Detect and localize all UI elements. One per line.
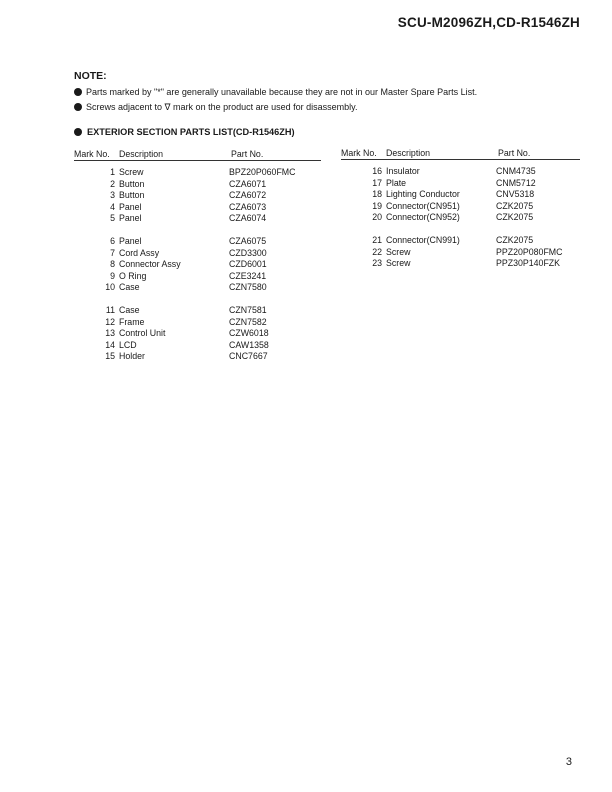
mark-no-cell: 13 [105, 328, 115, 339]
note-text: Parts marked by "*" are generally unavailable because they are not in our Master Spare Parts List. [86, 87, 478, 97]
header-description: Description [119, 149, 164, 159]
description-cell: Cord Assy [119, 247, 160, 258]
table-row [74, 213, 321, 225]
table-row [74, 259, 321, 271]
table-row [74, 179, 321, 191]
table-row [341, 166, 580, 178]
mark-no-cell: 10 [105, 282, 115, 293]
description-cell: Button [119, 178, 145, 189]
part-no-cell: CZA6074 [229, 213, 267, 224]
table-body [74, 161, 321, 363]
description-cell: Insulator [386, 166, 420, 176]
bullet-icon [74, 128, 82, 136]
part-no-cell: PPZ30P140FZK [496, 258, 561, 269]
parts-table-right [341, 147, 580, 270]
mark-no-cell: 11 [105, 304, 115, 315]
mark-no-cell: 9 [110, 270, 115, 281]
description-cell: Button [119, 190, 145, 201]
table-header [74, 148, 321, 161]
bullet-icon [74, 103, 82, 111]
mark-no-cell: 8 [110, 259, 115, 270]
table-row [74, 248, 321, 260]
mark-no-cell: 22 [372, 246, 382, 257]
note-text: Screws adjacent to ∇ mark on the product are used for disassembly. [86, 102, 358, 112]
header-description: Description [386, 148, 431, 158]
mark-no-cell: 18 [372, 189, 382, 200]
document-model-header: SCU-M2096ZH,CD-R1546ZH [397, 15, 580, 30]
mark-no-cell: 5 [110, 213, 115, 224]
mark-no-cell: 23 [372, 258, 382, 269]
description-cell: Case [119, 304, 140, 315]
section-title-text: EXTERIOR SECTION PARTS LIST(CD-R1546ZH) [87, 127, 295, 137]
part-no-cell: CZD6001 [229, 259, 267, 270]
mark-no-cell: 1 [110, 167, 115, 177]
table-row [74, 271, 321, 283]
bullet-icon [74, 88, 82, 96]
mark-no-cell: 6 [110, 235, 115, 246]
description-cell: Frame [119, 316, 145, 327]
row-group-spacer [74, 225, 321, 236]
mark-no-cell: 20 [372, 212, 382, 223]
part-no-cell: CNC7667 [229, 351, 268, 362]
table-row [74, 317, 321, 329]
mark-no-cell: 14 [105, 339, 115, 350]
part-no-cell: CZD3300 [229, 247, 267, 258]
part-no-cell: CNM4735 [496, 166, 536, 176]
header-mark-no: Mark No. [341, 148, 377, 158]
table-row [74, 305, 321, 317]
table-row [74, 282, 321, 294]
description-cell: Connector(CN952) [386, 212, 460, 223]
mark-no-cell: 2 [110, 178, 115, 189]
mark-no-cell: 17 [372, 177, 382, 188]
part-no-cell: CZE3241 [229, 270, 267, 281]
page-number: 3 [565, 756, 572, 768]
part-no-cell: CZN7580 [229, 282, 267, 293]
table-row [341, 235, 580, 247]
table-row [341, 178, 580, 190]
part-no-cell: CZA6071 [229, 178, 267, 189]
part-no-cell: CZK2075 [496, 200, 534, 211]
header-part-no: Part No. [231, 149, 264, 159]
part-no-cell: CZN7581 [229, 304, 267, 315]
description-cell: Screw [119, 167, 144, 177]
description-cell: Connector(CN951) [386, 200, 460, 211]
part-no-cell: CZN7582 [229, 316, 267, 327]
description-cell: Screw [386, 246, 411, 257]
table-row [341, 247, 580, 259]
mark-no-cell: 4 [110, 201, 115, 212]
row-group-spacer [74, 294, 321, 305]
description-cell: Plate [386, 177, 407, 188]
table-row [74, 202, 321, 214]
description-cell: Holder [119, 351, 145, 362]
part-no-cell: CZA6075 [229, 235, 267, 246]
part-no-cell: CZW6018 [229, 328, 269, 339]
table-row [74, 167, 321, 179]
mark-no-cell: 19 [372, 200, 382, 211]
description-cell: O Ring [119, 270, 147, 281]
description-cell: LCD [119, 339, 137, 350]
part-no-cell: BPZ20P060FMC [229, 167, 296, 177]
description-cell: Case [119, 282, 140, 293]
part-no-cell: CNM5712 [496, 177, 536, 188]
table-row [74, 328, 321, 340]
table-body [341, 160, 580, 270]
part-no-cell: PPZ20P080FMC [496, 246, 563, 257]
table-row [341, 201, 580, 213]
mark-no-cell: 16 [372, 166, 382, 176]
description-cell: Connector Assy [119, 259, 181, 270]
mark-no-cell: 21 [372, 234, 382, 245]
note-block [74, 70, 574, 115]
part-no-cell: CZK2075 [496, 212, 534, 223]
mark-no-cell: 15 [105, 351, 115, 362]
description-cell: Control Unit [119, 328, 166, 339]
part-no-cell: CNV5318 [496, 189, 535, 200]
table-header [341, 147, 580, 160]
table-row [341, 212, 580, 224]
table-row [74, 236, 321, 248]
table-row [341, 189, 580, 201]
table-row [341, 258, 580, 270]
description-cell: Connector(CN991) [386, 234, 460, 245]
table-row [74, 190, 321, 202]
table-row [74, 340, 321, 352]
table-row [74, 351, 321, 363]
parts-table-left [74, 148, 321, 363]
mark-no-cell: 12 [105, 316, 115, 327]
mark-no-cell: 3 [110, 190, 115, 201]
part-no-cell: CZK2075 [496, 234, 534, 245]
description-cell: Screw [386, 258, 411, 269]
description-cell: Panel [119, 201, 142, 212]
part-no-cell: CZA6073 [229, 201, 267, 212]
section-title [74, 127, 295, 137]
row-group-spacer [341, 224, 580, 235]
description-cell: Lighting Conductor [386, 189, 460, 200]
header-mark-no: Mark No. [74, 149, 110, 159]
description-cell: Panel [119, 213, 142, 224]
mark-no-cell: 7 [110, 247, 115, 258]
part-no-cell: CZA6072 [229, 190, 267, 201]
note-line [74, 100, 574, 115]
header-part-no: Part No. [498, 148, 531, 158]
note-title: NOTE: [74, 70, 107, 82]
note-line [74, 85, 574, 100]
part-no-cell: CAW1358 [229, 339, 269, 350]
description-cell: Panel [119, 235, 142, 246]
